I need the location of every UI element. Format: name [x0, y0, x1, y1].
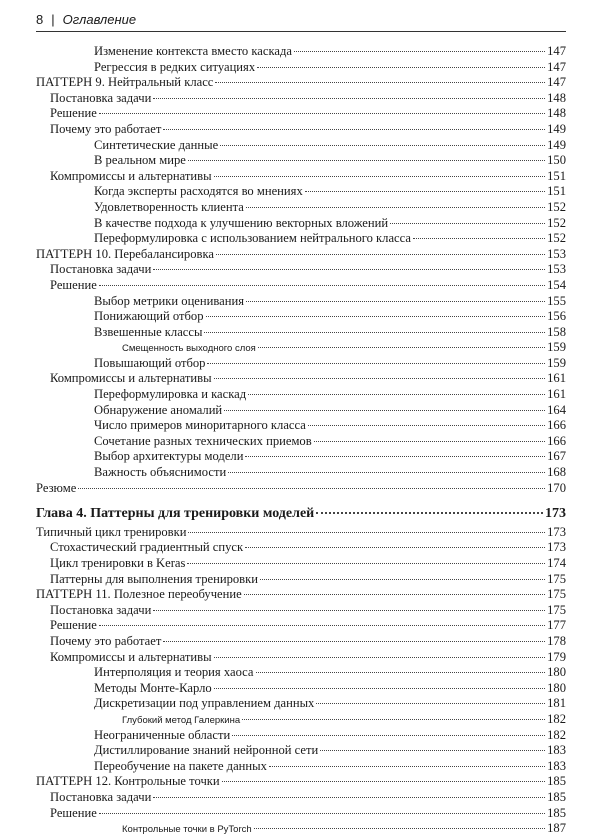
- toc-entry-title: Переобучение на пакете данных: [94, 758, 267, 773]
- toc-entry[interactable]: [36, 587, 566, 603]
- toc-entry-title: Цикл тренировки в Keras: [50, 556, 186, 570]
- toc-entry-title: Дискретизации под управлением данных: [94, 696, 315, 711]
- toc-entry[interactable]: [36, 774, 566, 790]
- dot-leader: [248, 394, 545, 395]
- dot-leader: [314, 441, 545, 442]
- toc-entry-page: 178: [547, 633, 566, 648]
- toc-entry[interactable]: [36, 75, 566, 91]
- toc-entry[interactable]: [36, 540, 566, 556]
- toc-entry-page: 180: [547, 665, 566, 680]
- toc-entry[interactable]: [36, 806, 566, 822]
- dot-leader: [294, 51, 545, 52]
- toc-entry[interactable]: [36, 449, 566, 465]
- dot-leader: [244, 594, 545, 595]
- toc-entry[interactable]: [36, 216, 566, 232]
- dot-leader: [163, 641, 545, 642]
- section-gap: [36, 496, 566, 506]
- toc-entry-title: Когда эксперты расходятся во мнениях: [94, 184, 303, 199]
- dot-leader: [224, 410, 545, 411]
- toc-entry[interactable]: [36, 403, 566, 419]
- toc-entry-title: Дистиллирование знаний нейронной сети: [94, 743, 319, 758]
- toc-entry-title: Стохастический градиентный спуск: [50, 540, 244, 555]
- toc-entry[interactable]: [36, 325, 566, 341]
- dot-leader: [246, 301, 545, 302]
- toc-entry-title: Изменение контекста вместо каскада: [94, 44, 292, 58]
- toc-entry-title: Паттерны для выполнения тренировки: [50, 571, 258, 586]
- toc-entry-title: Постановка задачи: [50, 90, 152, 105]
- toc-entry-page: 151: [547, 184, 566, 199]
- toc-entry-title: Обнаружение аномалий: [94, 402, 223, 417]
- toc-entry-page: 179: [547, 649, 566, 664]
- dot-leader: [308, 425, 545, 426]
- toc-entry-page: 180: [547, 680, 566, 695]
- toc-entry[interactable]: [36, 60, 566, 76]
- toc-entry-title: Решение: [50, 277, 97, 292]
- toc-entry-title: Сочетание разных технических приемов: [94, 433, 312, 448]
- toc-entry-page: 166: [547, 433, 566, 448]
- toc-entry[interactable]: [36, 247, 566, 263]
- toc-entry-title: Почему это работает: [50, 121, 162, 136]
- toc-entry[interactable]: [36, 294, 566, 310]
- dot-leader: [163, 129, 545, 130]
- dot-leader: [254, 828, 545, 829]
- toc-entry-page: 185: [547, 774, 566, 789]
- toc-entry-page: 147: [547, 75, 566, 90]
- dot-leader: [99, 813, 545, 814]
- toc-entry-page: 177: [547, 618, 566, 633]
- dot-leader: [222, 781, 545, 782]
- dot-leader: [153, 98, 545, 99]
- toc-entry[interactable]: [36, 618, 566, 634]
- toc-entry-title: Компромиссы и альтернативы: [50, 168, 212, 183]
- dot-leader: [246, 207, 545, 208]
- toc-entry-page: 175: [547, 571, 566, 586]
- toc-entry-title: ПАТТЕРН 9. Нейтральный класс: [36, 75, 214, 90]
- dot-leader: [220, 145, 545, 146]
- toc-entry-title: Переформулировка с использованием нейтрального класса: [94, 231, 411, 246]
- toc-entry[interactable]: [36, 603, 566, 619]
- toc-entry-title: Регрессия в редких ситуациях: [94, 59, 256, 74]
- toc-entry-page: 168: [547, 465, 566, 480]
- toc-entry-title: Синтетические данные: [94, 137, 219, 152]
- toc-entry-page: 153: [547, 262, 566, 277]
- dot-leader: [390, 223, 545, 224]
- dot-leader: [216, 254, 545, 255]
- toc-entry-title: Постановка задачи: [50, 602, 152, 617]
- dot-leader: [257, 67, 545, 68]
- toc-entry[interactable]: [36, 184, 566, 200]
- toc-entry-title: Смещенность выходного слоя: [122, 343, 256, 355]
- dot-leader: [316, 512, 543, 514]
- toc-entry-page: 147: [547, 44, 566, 58]
- toc-entry-page: 151: [547, 168, 566, 183]
- toc-entry-page: 173: [547, 524, 566, 539]
- dot-leader: [99, 113, 545, 114]
- toc-entry-title: В реальном мире: [94, 153, 186, 168]
- toc-entry[interactable]: [36, 821, 566, 837]
- toc-entry-page: 174: [547, 556, 566, 570]
- dot-leader: [99, 285, 545, 286]
- dot-leader: [413, 238, 545, 239]
- toc-entry-page: 185: [547, 805, 566, 820]
- dot-leader: [256, 672, 546, 673]
- toc-entry[interactable]: [36, 418, 566, 434]
- toc-entry-page: 161: [547, 387, 566, 402]
- dot-leader: [242, 719, 545, 720]
- dot-leader: [245, 547, 545, 548]
- dot-leader: [316, 703, 545, 704]
- toc-entry-title: Постановка задачи: [50, 789, 152, 804]
- table-of-contents: [36, 44, 566, 837]
- toc-entry[interactable]: [36, 681, 566, 697]
- toc-entry-page: 182: [547, 711, 566, 726]
- dot-leader: [260, 579, 545, 580]
- toc-entry-title: Решение: [50, 106, 97, 121]
- toc-entry-title: Почему это работает: [50, 633, 162, 648]
- page-header: [36, 9, 566, 32]
- toc-entry-title: Типичный цикл тренировки: [36, 524, 187, 539]
- toc-entry[interactable]: [36, 387, 566, 403]
- toc-entry-title: В качестве подхода к улучшению векторных вложений: [94, 215, 389, 230]
- toc-entry-title: Глава 4. Паттерны для тренировки моделей: [36, 506, 315, 522]
- toc-entry-page: 153: [547, 246, 566, 261]
- dot-leader: [214, 657, 546, 658]
- toc-entry-title: Понижающий отбор: [94, 309, 204, 324]
- toc-entry[interactable]: [36, 309, 566, 325]
- toc-entry-page: 147: [547, 59, 566, 74]
- toc-entry-page: 155: [547, 293, 566, 308]
- toc-entry-page: 161: [547, 371, 566, 386]
- toc-entry[interactable]: [36, 106, 566, 122]
- dot-leader: [78, 488, 545, 489]
- toc-entry-title: Компромиссы и альтернативы: [50, 649, 212, 664]
- toc-entry[interactable]: [36, 506, 566, 522]
- toc-entry[interactable]: [36, 556, 566, 572]
- header-separator: |: [51, 12, 55, 27]
- dot-leader: [320, 750, 545, 751]
- toc-entry-title: Число примеров миноритарного класса: [94, 418, 306, 433]
- toc-entry-page: 175: [547, 587, 566, 602]
- toc-entry-title: Удовлетворенность клиента: [94, 199, 244, 214]
- dot-leader: [187, 563, 545, 564]
- toc-entry-page: 173: [547, 540, 566, 555]
- toc-entry-page: 159: [547, 355, 566, 370]
- dot-leader: [207, 363, 545, 364]
- dot-leader: [228, 472, 545, 473]
- toc-entry-page: 148: [547, 106, 566, 121]
- toc-entry-page: 185: [547, 789, 566, 804]
- toc-entry-title: Постановка задачи: [50, 262, 152, 277]
- toc-entry-title: Важность объяснимости: [94, 465, 227, 480]
- dot-leader: [214, 688, 545, 689]
- toc-entry-page: 149: [547, 121, 566, 136]
- toc-entry-page: 181: [547, 696, 566, 711]
- toc-entry[interactable]: [36, 650, 566, 666]
- toc-entry-page: 152: [547, 199, 566, 214]
- toc-entry-page: 166: [547, 418, 566, 433]
- toc-entry-page: 183: [547, 743, 566, 758]
- dot-leader: [99, 625, 545, 626]
- toc-entry[interactable]: [36, 262, 566, 278]
- toc-entry[interactable]: [36, 153, 566, 169]
- toc-entry-title: ПАТТЕРН 10. Перебалансировка: [36, 246, 214, 261]
- toc-entry[interactable]: [36, 200, 566, 216]
- dot-leader: [214, 378, 546, 379]
- toc-entry[interactable]: [36, 790, 566, 806]
- toc-entry[interactable]: [36, 572, 566, 588]
- toc-entry[interactable]: [36, 44, 566, 60]
- dot-leader: [153, 269, 545, 270]
- dot-leader: [153, 610, 545, 611]
- toc-entry-title: ПАТТЕРН 11. Полезное переобучение: [36, 587, 242, 602]
- toc-entry[interactable]: [36, 525, 566, 541]
- dot-leader: [269, 766, 545, 767]
- dot-leader: [153, 797, 545, 798]
- toc-entry-title: Резюме: [36, 480, 77, 495]
- toc-entry[interactable]: [36, 465, 566, 481]
- toc-entry-page: 183: [547, 758, 566, 773]
- toc-entry-page: 159: [547, 340, 566, 355]
- toc-entry[interactable]: [36, 743, 566, 759]
- dot-leader: [188, 160, 545, 161]
- dot-leader: [188, 532, 545, 533]
- toc-entry-title: Методы Монте-Карло: [94, 680, 212, 695]
- dot-leader: [305, 191, 545, 192]
- toc-entry-title: Решение: [50, 805, 97, 820]
- toc-entry-title: Глубокий метод Галеркина: [122, 714, 241, 726]
- toc-entry[interactable]: [36, 712, 566, 728]
- toc-entry[interactable]: [36, 122, 566, 138]
- toc-entry-title: Контрольные точки в PyTorch: [122, 824, 252, 836]
- toc-entry-title: Выбор метрики оценивания: [94, 293, 245, 308]
- toc-entry-page: 170: [547, 480, 566, 495]
- dot-leader: [245, 456, 545, 457]
- page-number: 8: [36, 12, 44, 27]
- toc-entry-title: Выбор архитектуры модели: [94, 449, 244, 464]
- toc-entry-page: 187: [547, 821, 566, 836]
- toc-entry-title: ПАТТЕРН 12. Контрольные точки: [36, 774, 220, 789]
- toc-entry[interactable]: [36, 138, 566, 154]
- toc-entry-title: Решение: [50, 618, 97, 633]
- dot-leader: [206, 316, 546, 317]
- toc-entry-page: 154: [547, 277, 566, 292]
- toc-entry-page: 167: [547, 449, 566, 464]
- toc-entry-title: Взвешенные классы: [94, 324, 203, 339]
- dot-leader: [215, 82, 545, 83]
- toc-entry-page: 149: [547, 137, 566, 152]
- toc-entry[interactable]: [36, 91, 566, 107]
- toc-entry[interactable]: [36, 481, 566, 497]
- toc-entry-title: Неограниченные области: [94, 727, 231, 742]
- toc-entry-page: 148: [547, 90, 566, 105]
- header-title: Оглавление: [62, 12, 137, 27]
- toc-entry[interactable]: [36, 169, 566, 185]
- dot-leader: [214, 176, 546, 177]
- toc-entry[interactable]: [36, 759, 566, 775]
- toc-entry-page: 150: [547, 153, 566, 168]
- toc-entry[interactable]: [36, 340, 566, 356]
- toc-entry-page: 158: [547, 324, 566, 339]
- toc-entry-page: 152: [547, 215, 566, 230]
- toc-entry-page: 152: [547, 231, 566, 246]
- toc-entry[interactable]: [36, 371, 566, 387]
- toc-entry[interactable]: [36, 728, 566, 744]
- toc-entry[interactable]: [36, 231, 566, 247]
- toc-entry[interactable]: [36, 665, 566, 681]
- toc-entry[interactable]: [36, 634, 566, 650]
- dot-leader: [232, 735, 545, 736]
- toc-entry-title: Компромиссы и альтернативы: [50, 371, 212, 386]
- toc-entry-page: 175: [547, 602, 566, 617]
- toc-entry-title: Повышающий отбор: [94, 355, 206, 370]
- dot-leader: [258, 347, 545, 348]
- toc-entry-page: 156: [547, 309, 566, 324]
- dot-leader: [204, 332, 545, 333]
- toc-entry-page: 164: [547, 402, 566, 417]
- toc-entry-page: 182: [547, 727, 566, 742]
- toc-entry-title: Интерполяция и теория хаоса: [94, 665, 254, 680]
- toc-entry[interactable]: [36, 356, 566, 372]
- toc-entry-page: 173: [545, 506, 566, 522]
- toc-entry-title: Переформулировка и каскад: [94, 387, 247, 402]
- toc-entry[interactable]: [36, 278, 566, 294]
- toc-entry[interactable]: [36, 434, 566, 450]
- toc-entry[interactable]: [36, 696, 566, 712]
